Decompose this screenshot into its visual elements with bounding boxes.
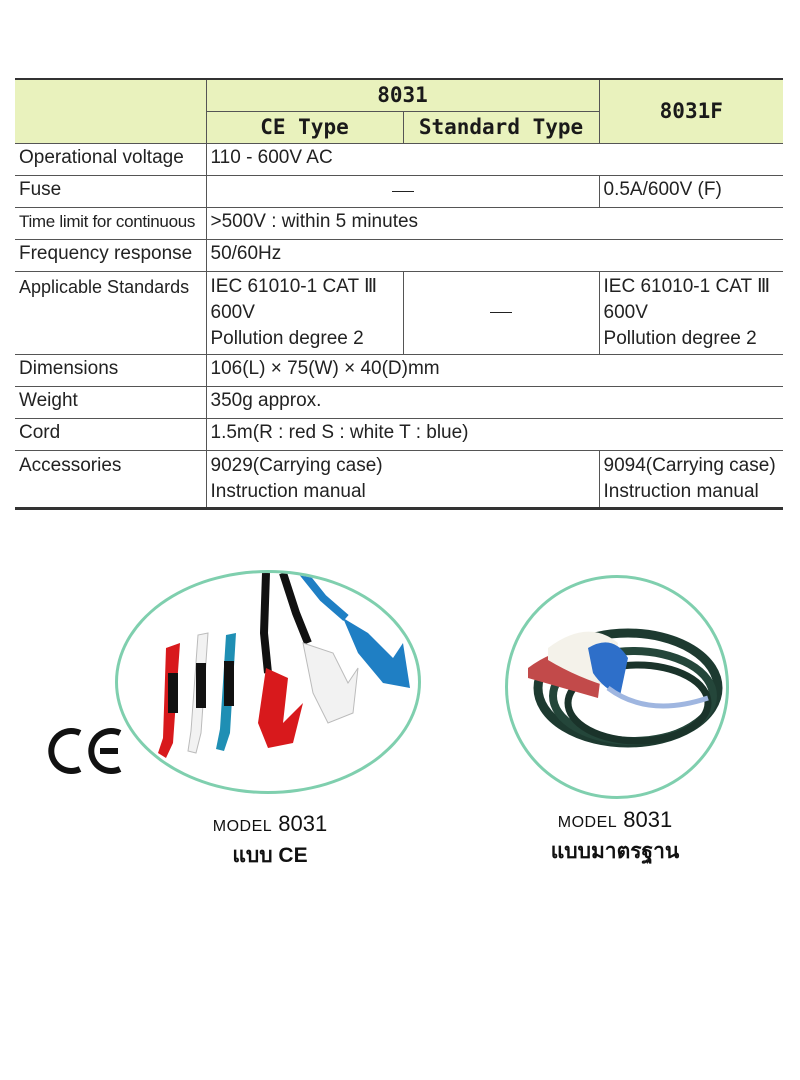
header-8031: 8031 <box>206 79 599 111</box>
standard-cord-photo <box>505 575 729 799</box>
row-cord <box>15 418 783 450</box>
row-operational-voltage <box>15 143 783 175</box>
row-standards <box>15 271 783 354</box>
row-label: Dimensions <box>15 354 206 386</box>
standards-f-line2: Pollution degree 2 <box>603 327 757 349</box>
row-value: 106(L) × 75(W) × 40(D)mm <box>206 354 783 386</box>
fuse-8031-value <box>206 175 599 207</box>
standards-ce-line1: IEC 61010-1 CAT Ⅲ 600V <box>210 275 378 323</box>
row-value: 1.5m(R : red S : white T : blue) <box>206 418 783 450</box>
row-label: Frequency response <box>15 239 206 271</box>
caption-type: แบบมาตรฐาน <box>550 840 680 863</box>
spec-table <box>15 78 783 510</box>
standards-standard-value <box>403 271 599 354</box>
model-number: 8031 <box>623 807 673 832</box>
accessories-8031f-line1: 9094(Carrying case) <box>603 454 776 476</box>
dash-mark <box>392 191 414 192</box>
model-word: MODEL <box>212 818 273 835</box>
row-value: 110 - 600V AC <box>206 143 783 175</box>
row-label: Fuse <box>15 175 206 207</box>
row-value: 50/60Hz <box>206 239 783 271</box>
accessories-8031f-value <box>599 450 783 508</box>
caption-model <box>520 806 710 837</box>
accessories-8031f-line2: Instruction manual <box>603 480 759 502</box>
standards-8031f-value <box>599 271 783 354</box>
header-8031f: 8031F <box>599 79 783 143</box>
caption-ce <box>175 810 365 871</box>
accessories-8031-value <box>206 450 599 508</box>
fuse-8031f-value: 0.5A/600V (F) <box>599 175 783 207</box>
header-blank-cell <box>15 79 206 143</box>
ce-logo <box>44 725 124 777</box>
model-word: MODEL <box>557 814 618 831</box>
row-weight <box>15 386 783 418</box>
header-ce-type: CE Type <box>206 111 403 143</box>
row-label: Accessories <box>15 450 206 508</box>
row-accessories <box>15 450 783 508</box>
header-row-top <box>15 79 783 111</box>
row-label: Applicable Standards <box>15 271 206 354</box>
accessories-8031-line1: 9029(Carrying case) <box>210 454 383 476</box>
row-label: Operational voltage <box>15 143 206 175</box>
standards-ce-value <box>206 271 403 354</box>
dash-mark <box>490 312 512 313</box>
accessories-8031-line2: Instruction manual <box>210 480 366 502</box>
model-number: 8031 <box>278 811 328 836</box>
row-frequency <box>15 239 783 271</box>
row-dimensions <box>15 354 783 386</box>
row-label: Cord <box>15 418 206 450</box>
caption-standard <box>520 806 710 867</box>
row-label: Weight <box>15 386 206 418</box>
row-time-limit <box>15 207 783 239</box>
row-value: 350g approx. <box>206 386 783 418</box>
header-standard-type: Standard Type <box>403 111 599 143</box>
row-value: >500V : within 5 minutes <box>206 207 783 239</box>
row-label: Time limit for continuous <box>15 207 206 239</box>
row-fuse <box>15 175 783 207</box>
caption-type: แบบ CE <box>232 844 308 867</box>
ce-probes-photo <box>115 570 421 794</box>
standards-f-line1: IEC 61010-1 CAT Ⅲ 600V <box>603 275 771 323</box>
standards-ce-line2: Pollution degree 2 <box>210 327 364 349</box>
caption-model <box>175 810 365 841</box>
